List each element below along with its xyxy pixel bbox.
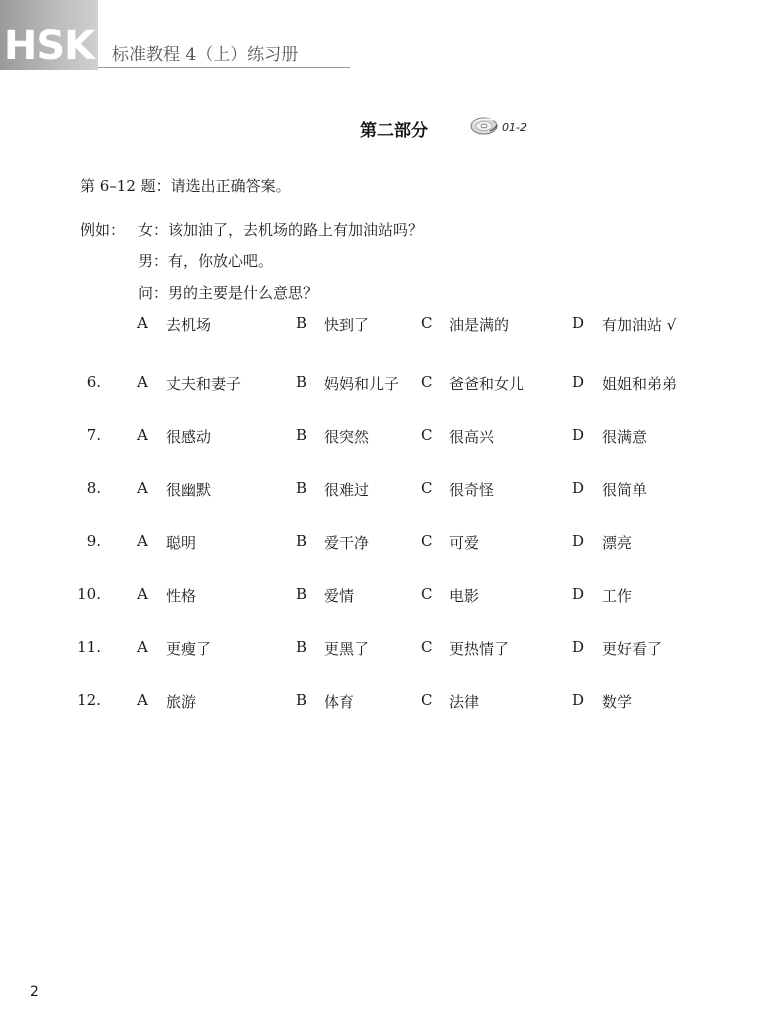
option-text-c: 油是满的 <box>449 316 510 334</box>
option-letter-b: B <box>296 638 308 656</box>
question-row <box>0 479 768 501</box>
example-line-man: 男：有，你放心吧。 <box>138 252 274 270</box>
cd-icon <box>470 114 500 136</box>
option-text-d: 有加油站 √ <box>602 316 677 334</box>
question-row <box>0 532 768 554</box>
option-text-b: 妈妈和儿子 <box>324 375 400 393</box>
example-label: 例如： <box>80 221 126 239</box>
option-letter-c: C <box>421 426 433 444</box>
option-text-d: 很满意 <box>602 428 648 446</box>
option-letter-b: B <box>296 585 308 603</box>
track-number: 01-2 <box>502 121 527 134</box>
option-text-c: 更热情了 <box>449 640 510 658</box>
question-row <box>0 691 768 713</box>
option-text-d: 更好看了 <box>602 640 663 658</box>
example-line-woman: 女：该加油了，去机场的路上有加油站吗？ <box>138 221 424 239</box>
hsk-logo <box>0 0 98 70</box>
option-letter-a: A <box>137 585 148 603</box>
option-text-c: 可爱 <box>449 534 480 552</box>
option-letter-a: A <box>137 373 148 391</box>
option-letter-a: A <box>137 426 148 444</box>
option-text-a: 更瘦了 <box>166 640 212 658</box>
option-letter-c: C <box>421 532 433 550</box>
hsk-logo-text: HSK <box>3 23 95 69</box>
option-text-b: 很难过 <box>324 481 370 499</box>
option-letter-d: D <box>572 314 585 332</box>
option-letter-d: D <box>572 373 585 391</box>
option-text-b: 快到了 <box>324 316 370 334</box>
option-letter-b: B <box>296 373 308 391</box>
option-text-b: 爱情 <box>324 587 355 605</box>
option-letter-d: D <box>572 638 585 656</box>
option-text-c: 电影 <box>449 587 480 605</box>
option-text-a: 丈夫和妻子 <box>166 375 242 393</box>
section-title: 第二部分 <box>360 121 428 141</box>
header-rule <box>98 67 350 68</box>
option-letter-d: D <box>572 532 585 550</box>
option-text-c: 爸爸和女儿 <box>449 375 525 393</box>
question-number: 7. <box>86 426 101 444</box>
option-letter-c: C <box>421 373 433 391</box>
question-row <box>0 373 768 395</box>
option-letter-b: B <box>296 314 308 332</box>
option-letter-a: A <box>137 638 148 656</box>
option-letter-b: B <box>296 479 308 497</box>
option-letter-a: A <box>137 691 148 709</box>
option-letter-c: C <box>421 638 433 656</box>
option-text-d: 姐姐和弟弟 <box>602 375 678 393</box>
option-letter-c: C <box>421 479 433 497</box>
option-text-a: 旅游 <box>166 693 197 711</box>
option-text-a: 去机场 <box>166 316 212 334</box>
instruction: 第 6–12 题：请选出正确答案。 <box>80 177 291 195</box>
option-text-a: 聪明 <box>166 534 197 552</box>
option-letter-b: B <box>296 691 308 709</box>
option-text-a: 性格 <box>166 587 197 605</box>
option-text-d: 数学 <box>602 693 633 711</box>
option-text-d: 漂亮 <box>602 534 633 552</box>
option-letter-d: D <box>572 691 585 709</box>
question-number: 11. <box>77 638 101 656</box>
question-row <box>0 585 768 607</box>
option-letter-c: C <box>421 314 433 332</box>
option-letter-c: C <box>421 585 433 603</box>
question-number: 10. <box>77 585 101 603</box>
option-letter-a: A <box>137 532 148 550</box>
question-number: 12. <box>77 691 101 709</box>
question-number: 9. <box>86 532 101 550</box>
question-number: 6. <box>86 373 101 391</box>
option-text-a: 很感动 <box>166 428 212 446</box>
example-line-question: 问：男的主要是什么意思？ <box>138 284 319 302</box>
option-letter-c: C <box>421 691 433 709</box>
question-number: 8. <box>86 479 101 497</box>
option-letter-b: B <box>296 532 308 550</box>
option-letter-a: A <box>137 314 148 332</box>
option-text-d: 很简单 <box>602 481 648 499</box>
question-row <box>0 638 768 660</box>
header-title: 标准教程 4（上）练习册 <box>112 45 299 65</box>
question-row <box>0 426 768 448</box>
option-text-c: 法律 <box>449 693 480 711</box>
option-letter-a: A <box>137 479 148 497</box>
option-text-b: 爱干净 <box>324 534 370 552</box>
example-options-row <box>0 314 768 336</box>
option-text-b: 体育 <box>324 693 355 711</box>
option-text-c: 很高兴 <box>449 428 495 446</box>
option-letter-d: D <box>572 479 585 497</box>
option-letter-d: D <box>572 426 585 444</box>
option-letter-d: D <box>572 585 585 603</box>
option-text-b: 很突然 <box>324 428 370 446</box>
option-letter-b: B <box>296 426 308 444</box>
page-number: 2 <box>30 984 39 1000</box>
option-text-a: 很幽默 <box>166 481 212 499</box>
option-text-d: 工作 <box>602 587 633 605</box>
option-text-b: 更黑了 <box>324 640 370 658</box>
option-text-c: 很奇怪 <box>449 481 495 499</box>
